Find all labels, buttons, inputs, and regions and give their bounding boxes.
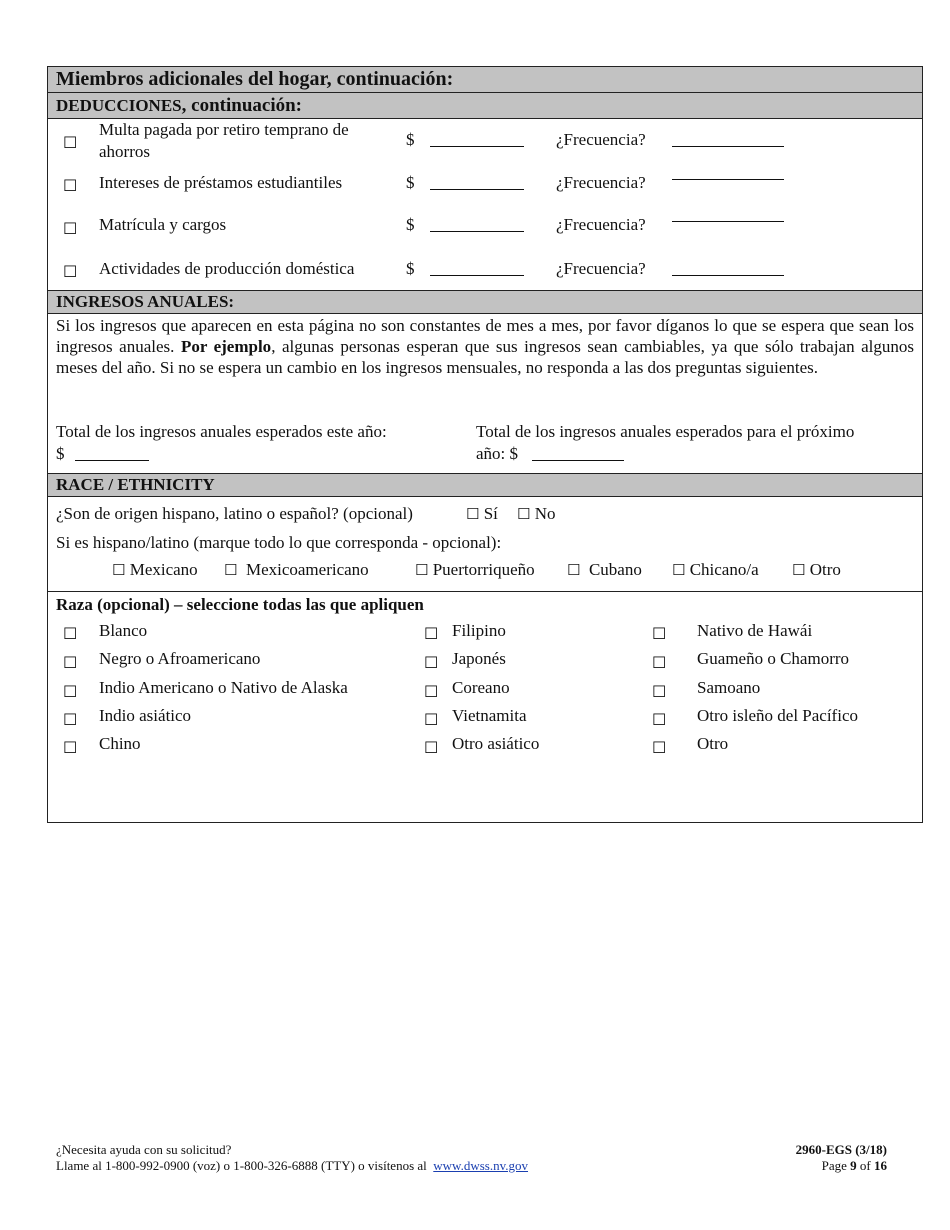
household-section-title: Miembros adicionales del hogar, continuación: [56,68,454,90]
next-year-income-label-line1: Total de los ingresos anuales esperados para el próximo [476,422,855,441]
home-production-amount-field[interactable] [430,262,524,276]
student-loans-frequency-field[interactable] [672,166,784,180]
race-indio-asiatico-checkbox[interactable]: ☐ [63,710,78,729]
student-loans-amount-field[interactable] [430,176,524,190]
race-samoano-label: Samoano [697,678,761,697]
cubano-checkbox[interactable]: ☐ [567,561,581,579]
deductions-section-header [48,93,922,119]
next-year-income-field[interactable] [532,447,624,461]
hispanic-question: ¿Son de origen hispano, latino o español? (opcional) [56,504,413,523]
hispanic-option-otro[interactable] [792,560,841,580]
cubano-label: Cubano [588,560,642,579]
student-loans-frequency-label: ¿Frecuencia? [556,173,646,192]
next-year-income-label-line2: año: $ [476,444,519,463]
tuition-label: Matrícula y cargos [99,215,227,234]
footer-help-question: ¿Necesita ayuda con su solicitud? [56,1142,232,1157]
race-indio-americano-checkbox[interactable]: ☐ [63,682,78,701]
annual-income-note [56,315,914,378]
race-coreano-label: Coreano [452,678,510,697]
home-production-frequency-label: ¿Frecuencia? [556,259,646,278]
hispanic-yes-label: Sí [483,504,498,523]
race-japones-label: Japonés [452,649,506,668]
footer-left [56,1142,616,1174]
race-filipino-checkbox[interactable]: ☐ [424,624,439,643]
footer-page-word: Page [821,1158,847,1173]
race-hawai-label: Nativo de Hawái [697,621,813,640]
form-frame [47,66,923,823]
race-divider [48,591,922,592]
mexicano-checkbox[interactable]: ☐ [112,561,126,579]
footer-page-current: 9 [850,1158,857,1173]
race-otro-asiatico-label: Otro asiático [452,734,540,753]
race-pacifico-label: Otro isleño del Pacífico [697,706,858,725]
race-section-title: RACE / ETHNICITY [56,475,215,494]
tuition-currency: $ [406,215,415,234]
puertorriqueno-label: Puertorriqueño [432,560,535,579]
footer-page-of: of [859,1158,871,1173]
race-hawai-checkbox[interactable]: ☐ [652,624,667,643]
puertorriqueno-checkbox[interactable]: ☐ [415,561,429,579]
footer-call-text: Llame al 1-800-992-0900 (voz) o 1-800-326-6888 (TTY) o visítenos al [56,1158,427,1173]
race-indio-asiatico-label: Indio asiático [99,706,192,725]
hispanic-yes-option[interactable] [466,504,498,524]
tuition-frequency-label: ¿Frecuencia? [556,215,646,234]
hispanic-no-checkbox[interactable]: ☐ [517,505,531,523]
hispanic-otro-checkbox[interactable]: ☐ [792,561,806,579]
footer-right [667,1142,887,1174]
home-production-label: Actividades de producción doméstica [99,259,355,278]
annual-income-title: INGRESOS ANUALES: [56,292,235,311]
early-withdrawal-checkbox[interactable]: ☐ [63,133,78,152]
annual-income-note-bold: Por ejemplo [180,337,272,356]
hispanic-option-mexicano[interactable] [112,560,198,580]
tuition-checkbox[interactable]: ☐ [63,219,78,238]
this-year-income-field[interactable] [75,447,149,461]
race-negro-checkbox[interactable]: ☐ [63,653,78,672]
mexicano-label: Mexicano [129,560,198,579]
race-guameno-checkbox[interactable]: ☐ [652,653,667,672]
deductions-title-suffix: , continuación: [181,95,302,116]
home-production-checkbox[interactable]: ☐ [63,262,78,281]
tuition-frequency-field[interactable] [672,208,784,222]
race-blanco-label: Blanco [99,621,148,640]
this-year-income-label: Total de los ingresos anuales esperados este año: [56,422,387,441]
student-loans-currency: $ [406,173,415,192]
household-section-header [48,67,922,93]
race-coreano-checkbox[interactable]: ☐ [424,682,439,701]
hispanic-option-chicano[interactable] [672,560,759,580]
mexicoamericano-checkbox[interactable]: ☐ [224,561,238,579]
race-indio-americano-label: Indio Americano o Nativo de Alaska [99,678,348,697]
race-samoano-checkbox[interactable]: ☐ [652,682,667,701]
race-filipino-label: Filipino [452,621,506,640]
footer-website-link[interactable]: www.dwss.nv.gov [433,1158,529,1173]
this-year-income-currency: $ [56,444,65,463]
race-chino-label: Chino [99,734,141,753]
early-withdrawal-label-line2: ahorros [99,142,150,161]
hispanic-option-mexicoamericano[interactable] [224,560,369,580]
early-withdrawal-frequency-field[interactable] [672,133,784,147]
hispanic-yes-checkbox[interactable]: ☐ [466,505,480,523]
annual-income-note-part2: , algunas personas esperan que sus ingresos sean cambiables, ya que sólo trabajan algunos meses del año. Si no se espera un cambio en los ingresos mensuales, no responda a las dos preguntas siguientes. [56,337,914,377]
race-otro-checkbox[interactable]: ☐ [652,738,667,757]
home-production-currency: $ [406,259,415,278]
race-title: Raza (opcional) – seleccione todas las que apliquen [56,595,424,614]
hispanic-otro-label: Otro [809,560,841,579]
student-loans-label: Intereses de préstamos estudiantiles [99,173,343,192]
race-blanco-checkbox[interactable]: ☐ [63,624,78,643]
footer-form-id: 2960-EGS (3/18) [795,1142,887,1157]
hispanic-option-cubano[interactable] [567,560,642,580]
early-withdrawal-currency: $ [406,130,415,149]
race-chino-checkbox[interactable]: ☐ [63,738,78,757]
hispanic-no-option[interactable] [517,504,555,524]
race-guameno-label: Guameño o Chamorro [697,649,850,668]
race-otro-label: Otro [697,734,729,753]
early-withdrawal-frequency-label: ¿Frecuencia? [556,130,646,149]
annual-income-note-part1: Si los ingresos que aparecen en esta página no son constantes de mes a mes, por favor díganos lo que se espera que sean los ingresos anuales. [56,316,914,356]
hispanic-option-puertorriqueno[interactable] [415,560,535,580]
race-vietnamita-checkbox[interactable]: ☐ [424,710,439,729]
tuition-amount-field[interactable] [430,218,524,232]
hispanic-sub-question: Si es hispano/latino (marque todo lo que corresponda - opcional): [56,533,502,552]
mexicoamericano-label: Mexicoamericano [245,560,369,579]
race-vietnamita-label: Vietnamita [452,706,527,725]
chicano-checkbox[interactable]: ☐ [672,561,686,579]
chicano-label: Chicano/a [689,560,759,579]
student-loans-checkbox[interactable]: ☐ [63,176,78,195]
footer-contact-line [56,1158,616,1174]
early-withdrawal-amount-field[interactable] [430,133,524,147]
race-otro-asiatico-checkbox[interactable]: ☐ [424,738,439,757]
race-japones-checkbox[interactable]: ☐ [424,653,439,672]
race-section-header [48,473,922,497]
deductions-title-prefix: DEDUCCIONES [56,96,182,115]
race-negro-label: Negro o Afroamericano [99,649,261,668]
hispanic-no-label: No [534,504,556,523]
footer-page-total: 16 [874,1158,887,1173]
footer-page-number [667,1158,887,1174]
home-production-frequency-field[interactable] [672,262,784,276]
annual-income-section-header [48,290,922,314]
early-withdrawal-label-line1: Multa pagada por retiro temprano de [99,120,349,139]
race-pacifico-checkbox[interactable]: ☐ [652,710,667,729]
